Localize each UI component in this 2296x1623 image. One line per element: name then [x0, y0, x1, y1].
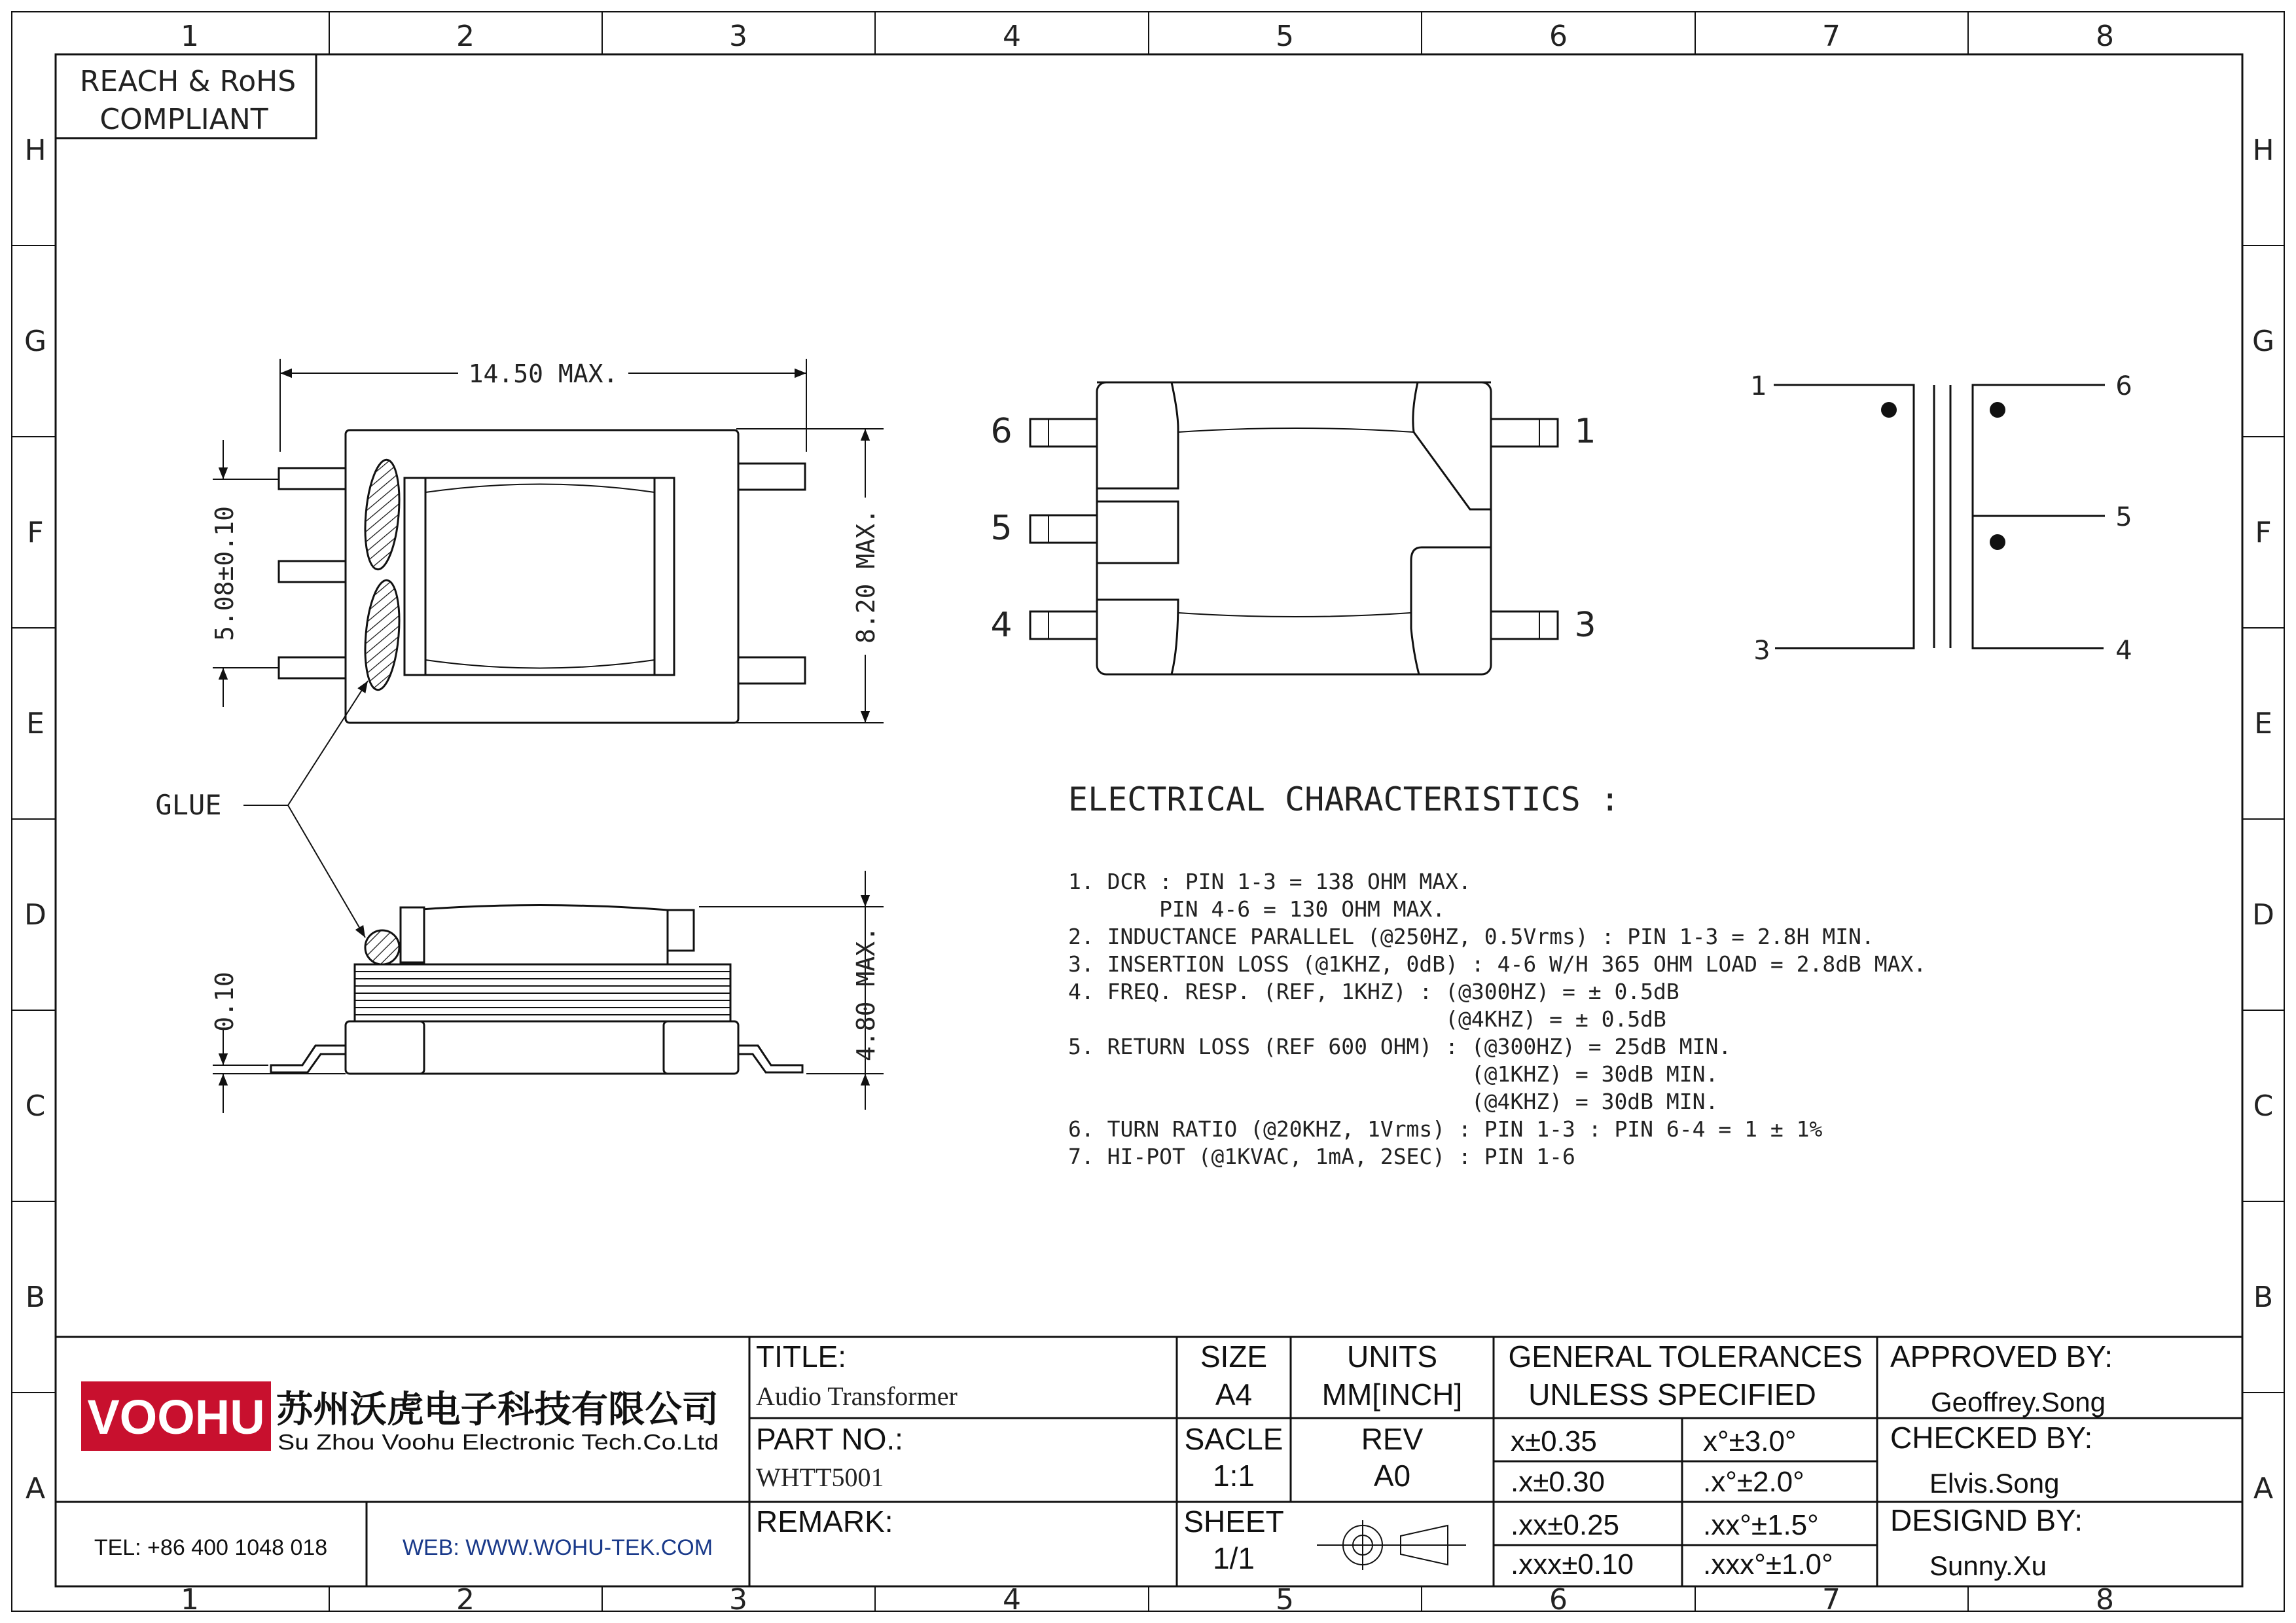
- col-label: 4: [1003, 20, 1021, 53]
- row-label: B: [25, 1281, 46, 1314]
- pin-label: 3: [1574, 606, 1596, 645]
- schematic: [1750, 371, 2132, 666]
- row-label: H: [24, 134, 46, 167]
- top-view: [155, 359, 884, 938]
- rev-label: REV: [1361, 1422, 1424, 1456]
- company-tel: TEL: +86 400 1048 018: [94, 1535, 328, 1560]
- company-web[interactable]: WEB: WWW.WOHU-TEK.COM: [402, 1535, 713, 1560]
- projection-symbol-icon: [1317, 1520, 1466, 1570]
- side-height-dimension: 4.80 MAX.: [852, 926, 880, 1061]
- tolerance-angular: .x°±2.0°: [1703, 1466, 1804, 1498]
- col-label: 4: [1003, 1583, 1021, 1616]
- spec-line: (@4KHZ) = 30dB MIN.: [1068, 1089, 1719, 1114]
- col-label: 3: [729, 1583, 747, 1616]
- row-label: A: [25, 1472, 46, 1505]
- col-label: 6: [1549, 1583, 1568, 1616]
- part-value: WHTT5001: [756, 1463, 884, 1492]
- part-label: PART NO.:: [756, 1422, 903, 1456]
- design-label: DESIGND BY:: [1890, 1503, 2083, 1537]
- row-label: F: [2255, 516, 2272, 549]
- schematic-pin: 6: [2115, 371, 2132, 401]
- units-label: UNITS: [1347, 1340, 1437, 1374]
- height-dimension: 8.20 MAX.: [852, 509, 880, 644]
- row-label: G: [2251, 325, 2275, 358]
- title-block: [56, 1337, 2242, 1586]
- row-label: C: [25, 1089, 46, 1123]
- rev-value: A0: [1373, 1459, 1411, 1493]
- scale-label: SACLE: [1184, 1422, 1283, 1456]
- col-label: 1: [181, 1583, 199, 1616]
- compliance-box: [56, 54, 316, 138]
- logo-text: VOOHU: [87, 1390, 265, 1444]
- tolerance-header: GENERAL TOLERANCES: [1508, 1340, 1863, 1374]
- side-view: [210, 871, 884, 1113]
- col-label: 7: [1822, 1583, 1840, 1616]
- pin-label: 6: [990, 412, 1013, 451]
- row-label: F: [27, 516, 44, 549]
- spec-line: 3. INSERTION LOSS (@1KHZ, 0dB) : 4-6 W/H 365 OHM LOAD = 2.8dB MAX.: [1068, 951, 1927, 977]
- row-label: B: [2253, 1281, 2274, 1314]
- row-label: H: [2252, 134, 2274, 167]
- size-label: SIZE: [1200, 1340, 1268, 1374]
- pin-label: 5: [990, 509, 1013, 548]
- checked-value: Elvis.Song: [1929, 1468, 2060, 1499]
- row-label: D: [24, 898, 46, 932]
- col-label: 2: [456, 20, 475, 53]
- col-label: 3: [729, 20, 747, 53]
- spec-line: 5. RETURN LOSS (REF 600 OHM) : (@300HZ) = 25dB MIN.: [1068, 1034, 1732, 1059]
- approved-value: Geoffrey.Song: [1931, 1387, 2106, 1417]
- spec-line: 6. TURN RATIO (@20KHZ, 1Vrms) : PIN 1-3 : PIN 6-4 = 1 ± 1%: [1068, 1116, 1823, 1142]
- row-label: E: [2254, 707, 2272, 740]
- tolerance-linear: .xxx±0.10: [1511, 1548, 1634, 1580]
- width-dimension: 14.50 MAX.: [468, 359, 619, 388]
- tolerance-angular: .xxx°±1.0°: [1703, 1548, 1833, 1580]
- pitch-dimension: 5.08±0.10: [210, 506, 239, 641]
- col-label: 5: [1276, 1583, 1294, 1616]
- remark-label: REMARK:: [756, 1504, 893, 1539]
- tolerance-linear: x±0.35: [1511, 1425, 1597, 1457]
- row-label: G: [24, 325, 47, 358]
- size-value: A4: [1215, 1377, 1253, 1412]
- scale-value: 1:1: [1213, 1459, 1255, 1493]
- spec-line: 1. DCR : PIN 1-3 = 138 OHM MAX.: [1068, 869, 1471, 894]
- tolerance-linear: .x±0.30: [1511, 1466, 1605, 1498]
- pin-label: 1: [1574, 412, 1596, 451]
- row-label: D: [2252, 898, 2274, 932]
- schematic-pin: 5: [2115, 502, 2132, 532]
- pin-label: 4: [990, 606, 1013, 645]
- sheet-label: SHEET: [1183, 1504, 1284, 1539]
- title-value: Audio Transformer: [756, 1381, 958, 1411]
- checked-label: CHECKED BY:: [1890, 1421, 2093, 1455]
- col-label: 6: [1549, 20, 1568, 53]
- compliance-line1: REACH & RoHS: [79, 65, 296, 98]
- tolerance-angular: x°±3.0°: [1703, 1425, 1797, 1457]
- company-name-cn: 苏州沃虎电子科技有限公司: [276, 1389, 719, 1430]
- row-label: A: [2253, 1472, 2274, 1505]
- spec-line: 7. HI-POT (@1KVAC, 1mA, 2SEC) : PIN 1-6: [1068, 1144, 1575, 1169]
- design-value: Sunny.Xu: [1929, 1550, 2047, 1581]
- spec-line: (@1KHZ) = 30dB MIN.: [1068, 1061, 1719, 1087]
- tolerance-linear: .xx±0.25: [1511, 1509, 1620, 1541]
- glue-label: GLUE: [155, 789, 222, 821]
- schematic-pin: 4: [2115, 636, 2132, 666]
- col-label: 8: [2096, 20, 2114, 53]
- standoff-dimension: 0.10: [210, 972, 239, 1032]
- col-label: 5: [1276, 20, 1294, 53]
- units-value: MM[INCH]: [1321, 1377, 1463, 1412]
- col-label: 7: [1822, 20, 1840, 53]
- spec-line: 2. INDUCTANCE PARALLEL (@250HZ, 0.5Vrms) : PIN 1-3 = 2.8H MIN.: [1068, 924, 1874, 949]
- tolerance-angular: .xx°±1.5°: [1703, 1509, 1819, 1541]
- compliance-line2: COMPLIANT: [99, 103, 268, 136]
- title-label: TITLE:: [756, 1340, 847, 1374]
- tolerance-subheader: UNLESS SPECIFIED: [1528, 1377, 1816, 1412]
- approved-label: APPROVED BY:: [1890, 1340, 2113, 1374]
- electrical-heading: ELECTRICAL CHARACTERISTICS :: [1068, 780, 1620, 818]
- row-label: C: [2253, 1089, 2274, 1123]
- col-label: 8: [2096, 1583, 2114, 1616]
- sheet-value: 1/1: [1213, 1541, 1255, 1575]
- spec-line: (@4KHZ) = ± 0.5dB: [1068, 1006, 1666, 1032]
- schematic-pin: 3: [1753, 636, 1770, 666]
- col-label: 1: [181, 20, 199, 53]
- row-label: E: [26, 707, 45, 740]
- company-logo: [81, 1381, 271, 1451]
- spec-line: 4. FREQ. RESP. (REF, 1KHZ) : (@300HZ) = ± 0.5dB: [1068, 979, 1679, 1004]
- electrical-characteristics: [1068, 780, 1926, 1169]
- spec-line: PIN 4-6 = 130 OHM MAX.: [1068, 896, 1446, 922]
- company-name-en: Su Zhou Voohu Electronic Tech.Co.Ltd: [278, 1430, 719, 1454]
- schematic-pin: 1: [1750, 371, 1767, 401]
- col-label: 2: [456, 1583, 475, 1616]
- pin-view: [990, 382, 1596, 674]
